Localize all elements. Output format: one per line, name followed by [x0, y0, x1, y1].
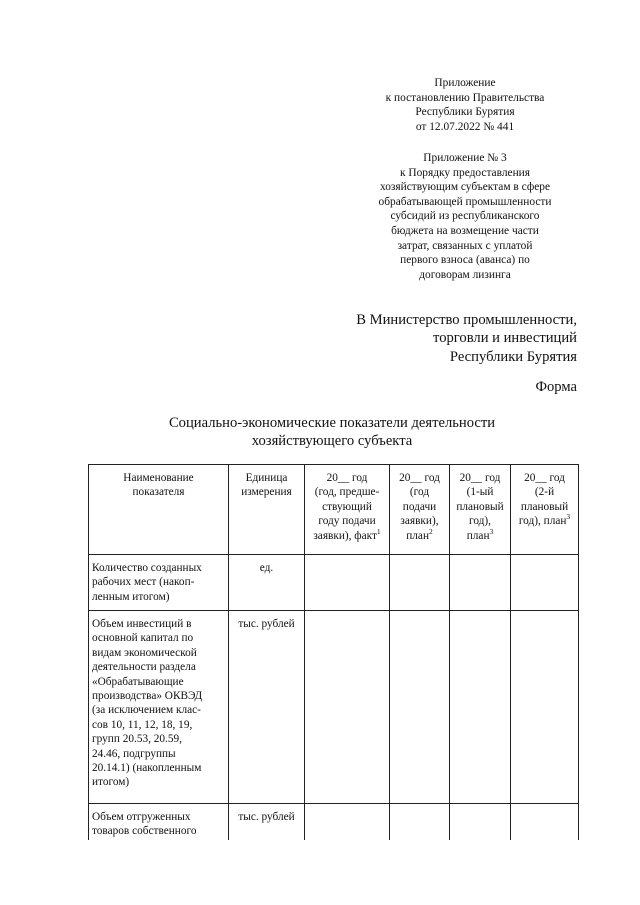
table-header-row [89, 465, 579, 555]
header-line: (год [409, 486, 430, 499]
appendix-line: от 12.07.2022 № 441 [415, 120, 515, 133]
indicator-name-line: ленным итогом) [92, 590, 170, 603]
page-bottom-margin [0, 840, 640, 905]
indicator-name-line: рабочих мест (накоп- [92, 576, 195, 589]
appendix-to-procedure [360, 151, 570, 282]
header-line: год), [468, 515, 491, 528]
header-second-planned-year [511, 465, 579, 555]
indicators-table [88, 464, 579, 864]
appendix-line: первого взноса (аванса) по [400, 254, 530, 267]
indicator-unit: тыс. рублей [229, 611, 305, 804]
header-line: заявки), факт$^1$ [313, 526, 381, 542]
indicator-name [89, 611, 229, 804]
value-cell[interactable] [305, 611, 390, 804]
header-line: измерения [241, 486, 292, 499]
indicator-name-line: 24.46, подгруппы [92, 747, 176, 760]
indicator-name-line: основной капитал по [92, 632, 194, 645]
appendix-line: Республики Бурятия [415, 106, 515, 119]
header-line: плановый [520, 500, 569, 513]
header-line: (год, предше- [314, 486, 380, 499]
indicator-name-line: деятельности раздела [92, 661, 196, 674]
indicator-name-line: Количество созданных [92, 562, 202, 574]
indicator-name-line: Объем отгруженных [92, 811, 191, 823]
value-cell[interactable] [390, 611, 450, 804]
indicator-name-line: Объем инвестиций в [92, 618, 192, 630]
appendix-line: к Порядку предоставления [399, 166, 531, 179]
footnote-ref: 3 [489, 526, 494, 536]
header-line: план$^2$ [406, 526, 433, 542]
indicator-name [89, 555, 229, 611]
header-line: ствующий [322, 500, 372, 513]
appendix-line: обрабатывающей промышленности [378, 195, 552, 208]
form-label: Форма [535, 379, 577, 395]
indicator-name-line: 20.14.1) (накопленным [92, 762, 202, 775]
appendix-line: Приложение № 3 [423, 152, 507, 164]
addressee-line: торговли и инвестиций [433, 330, 577, 347]
appendix-line: затрат, связанных с уплатой [397, 239, 533, 252]
value-cell[interactable] [450, 555, 511, 611]
title-line: хозяйствующего субъекта [251, 433, 413, 450]
appendix-line: к постановлению Правительства [385, 91, 545, 104]
footnote-ref: 2 [429, 526, 433, 536]
header-line: подачи [402, 500, 437, 513]
title-line: Социально-экономические показатели деятельности [168, 415, 496, 431]
header-line: (1-ый [466, 486, 494, 499]
appendix-to-resolution [360, 76, 570, 134]
header-line: 20__ год [459, 472, 501, 484]
table-row [89, 611, 579, 804]
value-cell[interactable] [390, 555, 450, 611]
indicator-name-line: производства» ОКВЭД [92, 690, 203, 703]
footnote-ref: 1 [376, 526, 381, 536]
header-line: году подачи [318, 515, 376, 528]
appendix-line: Приложение [434, 77, 496, 89]
indicator-name-line: видам экономической [92, 646, 197, 659]
document-title [88, 414, 576, 451]
header-line: плановый [456, 500, 504, 513]
indicator-unit: тыс. рублей [229, 804, 305, 864]
header-line: год), план$^3$ [518, 512, 571, 528]
header-line: 20__ год [524, 472, 565, 484]
header-line: Наименование [123, 472, 194, 484]
header-line: план$^3$ [466, 526, 494, 542]
header-line: Единица [245, 472, 288, 484]
header-line: показателя [132, 486, 185, 499]
header-application-year-plan [390, 465, 450, 555]
appendix-line: договорам лизинга [419, 268, 511, 281]
indicator-name-line: товаров собственного [92, 825, 197, 838]
value-cell[interactable] [450, 611, 511, 804]
appendix-line: субсидий из республиканского [390, 210, 540, 223]
indicator-name-line: итогом) [92, 776, 130, 789]
header-line: (2-й [534, 486, 555, 499]
addressee-block [356, 311, 577, 366]
value-cell[interactable] [511, 555, 579, 611]
indicator-name-line: сов 10, 11, 12, 18, 19, [92, 718, 193, 731]
indicator-name-line: (за исключением клас- [92, 704, 201, 717]
indicator-name-line: «Обрабатывающие [92, 675, 184, 688]
value-cell[interactable] [511, 611, 579, 804]
indicator-unit: ед. [229, 555, 305, 611]
header-indicator-name [89, 465, 229, 555]
value-cell[interactable] [305, 555, 390, 611]
header-first-planned-year [450, 465, 511, 555]
header-line: заявки), [400, 515, 439, 528]
addressee-line: В Министерство промышленности, [356, 312, 577, 328]
addressee-line: Республики Бурятия [449, 348, 577, 365]
table-row [89, 555, 579, 611]
appendix-line: хозяйствующим субъектам в сфере [379, 181, 551, 194]
header-line: 20__ год [326, 472, 368, 484]
header-previous-year-fact [305, 465, 390, 555]
footnote-ref: 3 [566, 512, 571, 522]
indicator-name-line: групп 20.53, 20.59, [92, 733, 183, 746]
appendix-line: бюджета на возмещение части [391, 224, 539, 237]
header-unit [229, 465, 305, 555]
header-line: 20__ год [399, 472, 440, 484]
